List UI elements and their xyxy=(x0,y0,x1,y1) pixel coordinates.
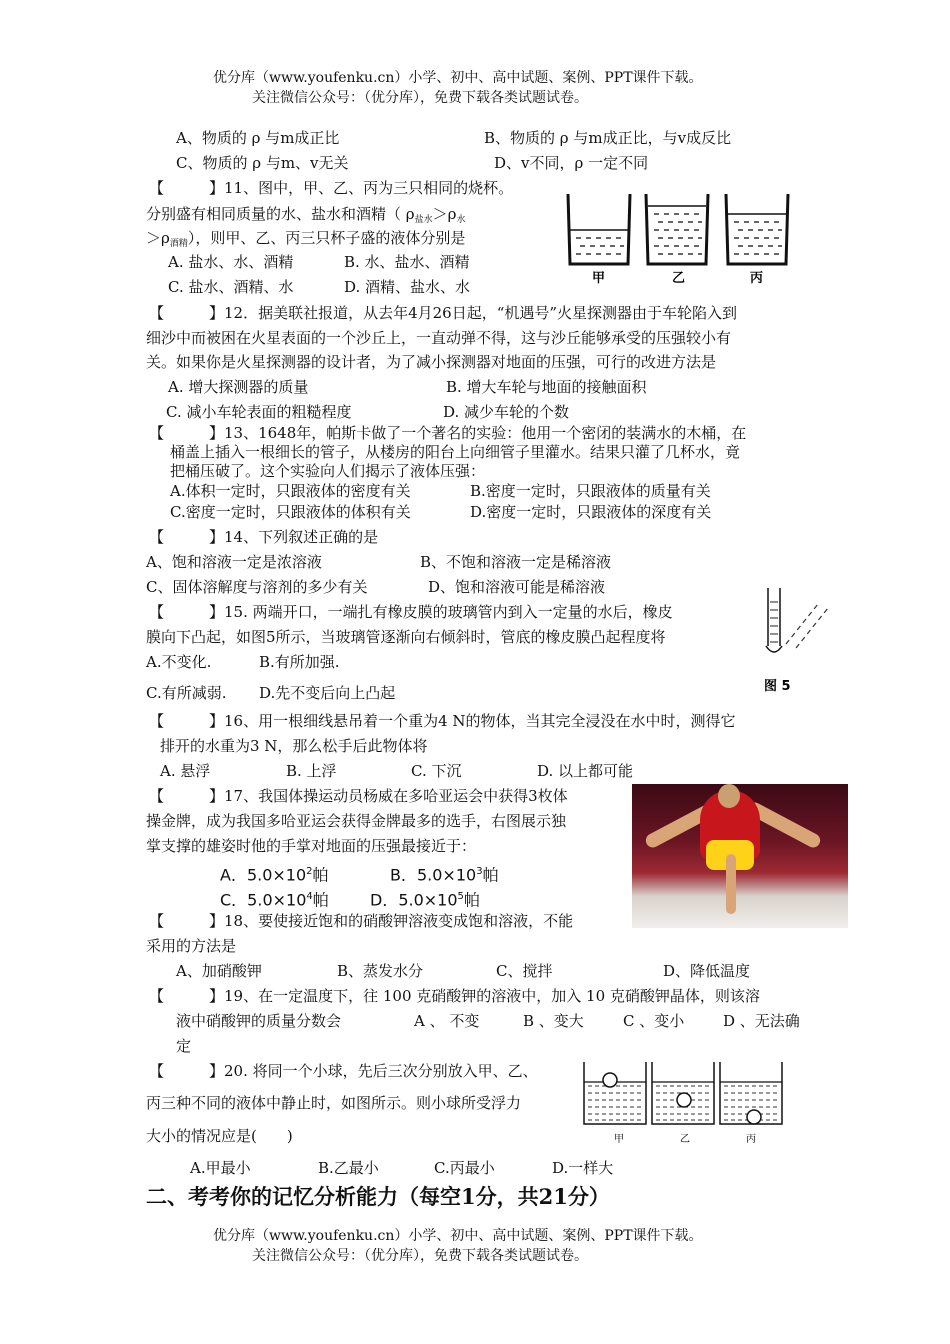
q20-stem-2: 丙三种不同的液体中静止时，如图所示。则小球所受浮力 xyxy=(146,1094,522,1112)
q10-option-c: C、物质的 ρ 与m、v无关 xyxy=(176,154,349,172)
q19-stem-2: 液中硝酸钾的质量分数会 xyxy=(176,1012,342,1030)
q20-stem-3: 大小的情况应是( ) xyxy=(146,1127,293,1145)
q13-option-d: D.密度一定时，只跟液体的深度有关 xyxy=(470,503,712,521)
q17-stem-3: 掌支撑的雄姿时他的手掌对地面的压强最接近于： xyxy=(146,837,477,855)
fig5-label: 图 5 xyxy=(764,679,791,694)
q10-option-a: A、物质的 ρ 与m成正比 xyxy=(176,129,340,147)
q19-stem-1: 【 】19、在一定温度下，往 100 克硝酸钾的溶液中，加入 10 克硝酸钾晶体，则该溶 xyxy=(149,987,760,1005)
glass-tube-figure xyxy=(756,584,836,694)
q12-stem-1: 【 】12．据美联社报道，从去年4月26日起，“机遇号”火星探测器由于车轮陷入到 xyxy=(149,304,738,322)
q19-option-d: D 、无法确 xyxy=(723,1012,800,1030)
q17-stem-2: 操金牌，成为我国多哈亚运会获得金牌最多的选手，右图展示独 xyxy=(146,812,567,830)
q17-option-b: B．$5.0\times 10^3$帕 xyxy=(390,865,499,885)
q15-stem-1: 【 】15. 两端开口，一端扎有橡皮膜的玻璃管内到入一定量的水后，橡皮 xyxy=(149,603,673,621)
q18-option-a: A、加硝酸钾 xyxy=(176,962,262,980)
container-label-bing: 丙 xyxy=(746,1134,756,1145)
q18-stem-1: 【 】18、要使接近饱和的硝酸钾溶液变成饱和溶液，不能 xyxy=(149,912,574,930)
q18-option-d: D、降低温度 xyxy=(663,962,751,980)
q11-stem-3: $>\rho_{酒精}$），则甲、乙、丙三只杯子盛的液体分别是 xyxy=(146,229,466,249)
beaker-label-jia: 甲 xyxy=(592,271,606,286)
q19-option-a: A 、 不变 xyxy=(414,1012,480,1030)
container-label-jia: 甲 xyxy=(614,1134,624,1145)
q15-option-d: D.先不变后向上凸起 xyxy=(259,684,396,702)
q11-option-a: A. 盐水、水、酒精 xyxy=(168,253,294,271)
q14-stem: 【 】14、下列叙述正确的是 xyxy=(149,528,379,546)
q15-option-b: B.有所加强. xyxy=(259,653,340,671)
beaker-label-yi: 乙 xyxy=(672,271,686,286)
q16-option-d: D. 以上都可能 xyxy=(537,762,634,780)
q16-option-a: A. 悬浮 xyxy=(160,762,211,780)
q20-option-a: A.甲最小 xyxy=(190,1159,251,1177)
gymnast-photo xyxy=(632,784,848,928)
q11-stem-1: 【 】11、图中，甲、乙、丙为三只相同的烧杯。 xyxy=(149,179,514,197)
q14-option-c: C、固体溶解度与溶剂的多少有关 xyxy=(146,578,368,596)
q11-option-c: C. 盐水、酒精、水 xyxy=(168,278,294,296)
q17-stem-1: 【 】17、我国体操运动员杨威在多哈亚运会中获得3枚体 xyxy=(149,787,568,805)
q16-stem-1: 【 】16、用一根细线悬吊着一个重为4 N的物体，当其完全浸没在水中时，测得它 xyxy=(149,712,736,730)
q15-option-a: A.不变化. xyxy=(146,653,212,671)
q19-option-b: B 、变大 xyxy=(523,1012,584,1030)
q20-option-d: D.一样大 xyxy=(552,1159,614,1177)
floating-ball-figure xyxy=(580,1060,790,1146)
q20-option-b: B.乙最小 xyxy=(318,1159,379,1177)
q17-option-c: C．$5.0\times 10^4$帕 xyxy=(220,890,329,910)
q11-option-d: D. 酒精、盐水、水 xyxy=(344,278,471,296)
q16-option-b: B. 上浮 xyxy=(286,762,337,780)
section-2-heading: 二、考考你的记忆分析能力（每空1分，共21分） xyxy=(146,1184,610,1209)
q19-stem-3: 定 xyxy=(176,1037,192,1055)
q12-option-d: D. 减少车轮的个数 xyxy=(443,403,570,421)
q12-stem-2: 细沙中而被困在火星表面的一个沙丘上，一直动弹不得，这与沙丘能够承受的压强较小有 xyxy=(146,329,732,347)
q20-option-c: C.丙最小 xyxy=(434,1159,495,1177)
q13-option-c: C.密度一定时，只跟液体的体积有关 xyxy=(170,503,411,521)
q17-option-a: A．$5.0\times 10^2$帕 xyxy=(220,865,329,885)
q14-option-a: A、饱和溶液一定是浓溶液 xyxy=(146,553,322,571)
q12-option-b: B. 增大车轮与地面的接触面积 xyxy=(446,378,647,396)
q11-stem-2: 分别盛有相同质量的水、盐水和酒精（ $\rho_{盐水}>\rho_水$ xyxy=(146,205,466,225)
q13-stem-3: 把桶压破了。这个实验向人们揭示了液体压强： xyxy=(170,462,486,480)
q18-option-c: C、搅拌 xyxy=(496,962,553,980)
header-line-1: 优分库（www.youfenku.cn）小学、初中、高中试题、案例、PPT课件下载。 xyxy=(213,70,703,86)
beakers-figure xyxy=(560,186,800,286)
q13-option-b: B.密度一定时，只跟液体的质量有关 xyxy=(470,482,711,500)
q11-option-b: B. 水、盐水、酒精 xyxy=(344,253,470,271)
q13-stem-2: 桶盖上插入一根细长的管子，从楼房的阳台上向细管子里灌水。结果只灌了几杯水，竟 xyxy=(170,443,741,461)
q18-option-b: B、蒸发水分 xyxy=(337,962,424,980)
q18-stem-2: 采用的方法是 xyxy=(146,937,237,955)
q20-stem-1: 【 】20. 将同一个小球，先后三次分别放入甲、乙、 xyxy=(149,1062,538,1080)
q16-option-c: C. 下沉 xyxy=(411,762,462,780)
q17-option-d: D．$5.0\times 10^5$帕 xyxy=(370,890,480,910)
q16-stem-2: 排开的水重为3 N，那么松手后此物体将 xyxy=(160,737,428,755)
beaker-label-bing: 丙 xyxy=(750,271,764,286)
q10-option-d: D、v不同，ρ 一定不同 xyxy=(494,154,649,172)
q12-stem-3: 关。如果你是火星探测器的设计者，为了减小探测器对地面的压强，可行的改进方法是 xyxy=(146,353,717,371)
q14-option-d: D、饱和溶液可能是稀溶液 xyxy=(428,578,606,596)
q15-stem-2: 膜向下凸起，如图5所示，当玻璃管逐渐向右倾斜时，管底的橡皮膜凸起程度将 xyxy=(146,628,666,646)
footer-line-2: 关注微信公众号：（优分库），免费下载各类试题试卷。 xyxy=(252,1248,588,1264)
q12-option-c: C. 减小车轮表面的粗糙程度 xyxy=(166,403,352,421)
container-label-yi: 乙 xyxy=(680,1134,690,1145)
q13-stem-1: 【 】13、1648年，帕斯卡做了一个著名的实验：他用一个密闭的装满水的木桶，在 xyxy=(149,424,747,442)
header-line-2: 关注微信公众号：（优分库），免费下载各类试题试卷。 xyxy=(252,90,588,106)
footer-line-1: 优分库（www.youfenku.cn）小学、初中、高中试题、案例、PPT课件下载。 xyxy=(213,1228,703,1244)
q15-option-c: C.有所减弱. xyxy=(146,684,227,702)
q14-option-b: B、不饱和溶液一定是稀溶液 xyxy=(420,553,612,571)
q13-option-a: A.体积一定时，只跟液体的密度有关 xyxy=(170,482,411,500)
q10-option-b: B、物质的 ρ 与m成正比，与v成反比 xyxy=(484,129,732,147)
q19-option-c: C 、变小 xyxy=(623,1012,685,1030)
q12-option-a: A. 增大探测器的质量 xyxy=(168,378,309,396)
